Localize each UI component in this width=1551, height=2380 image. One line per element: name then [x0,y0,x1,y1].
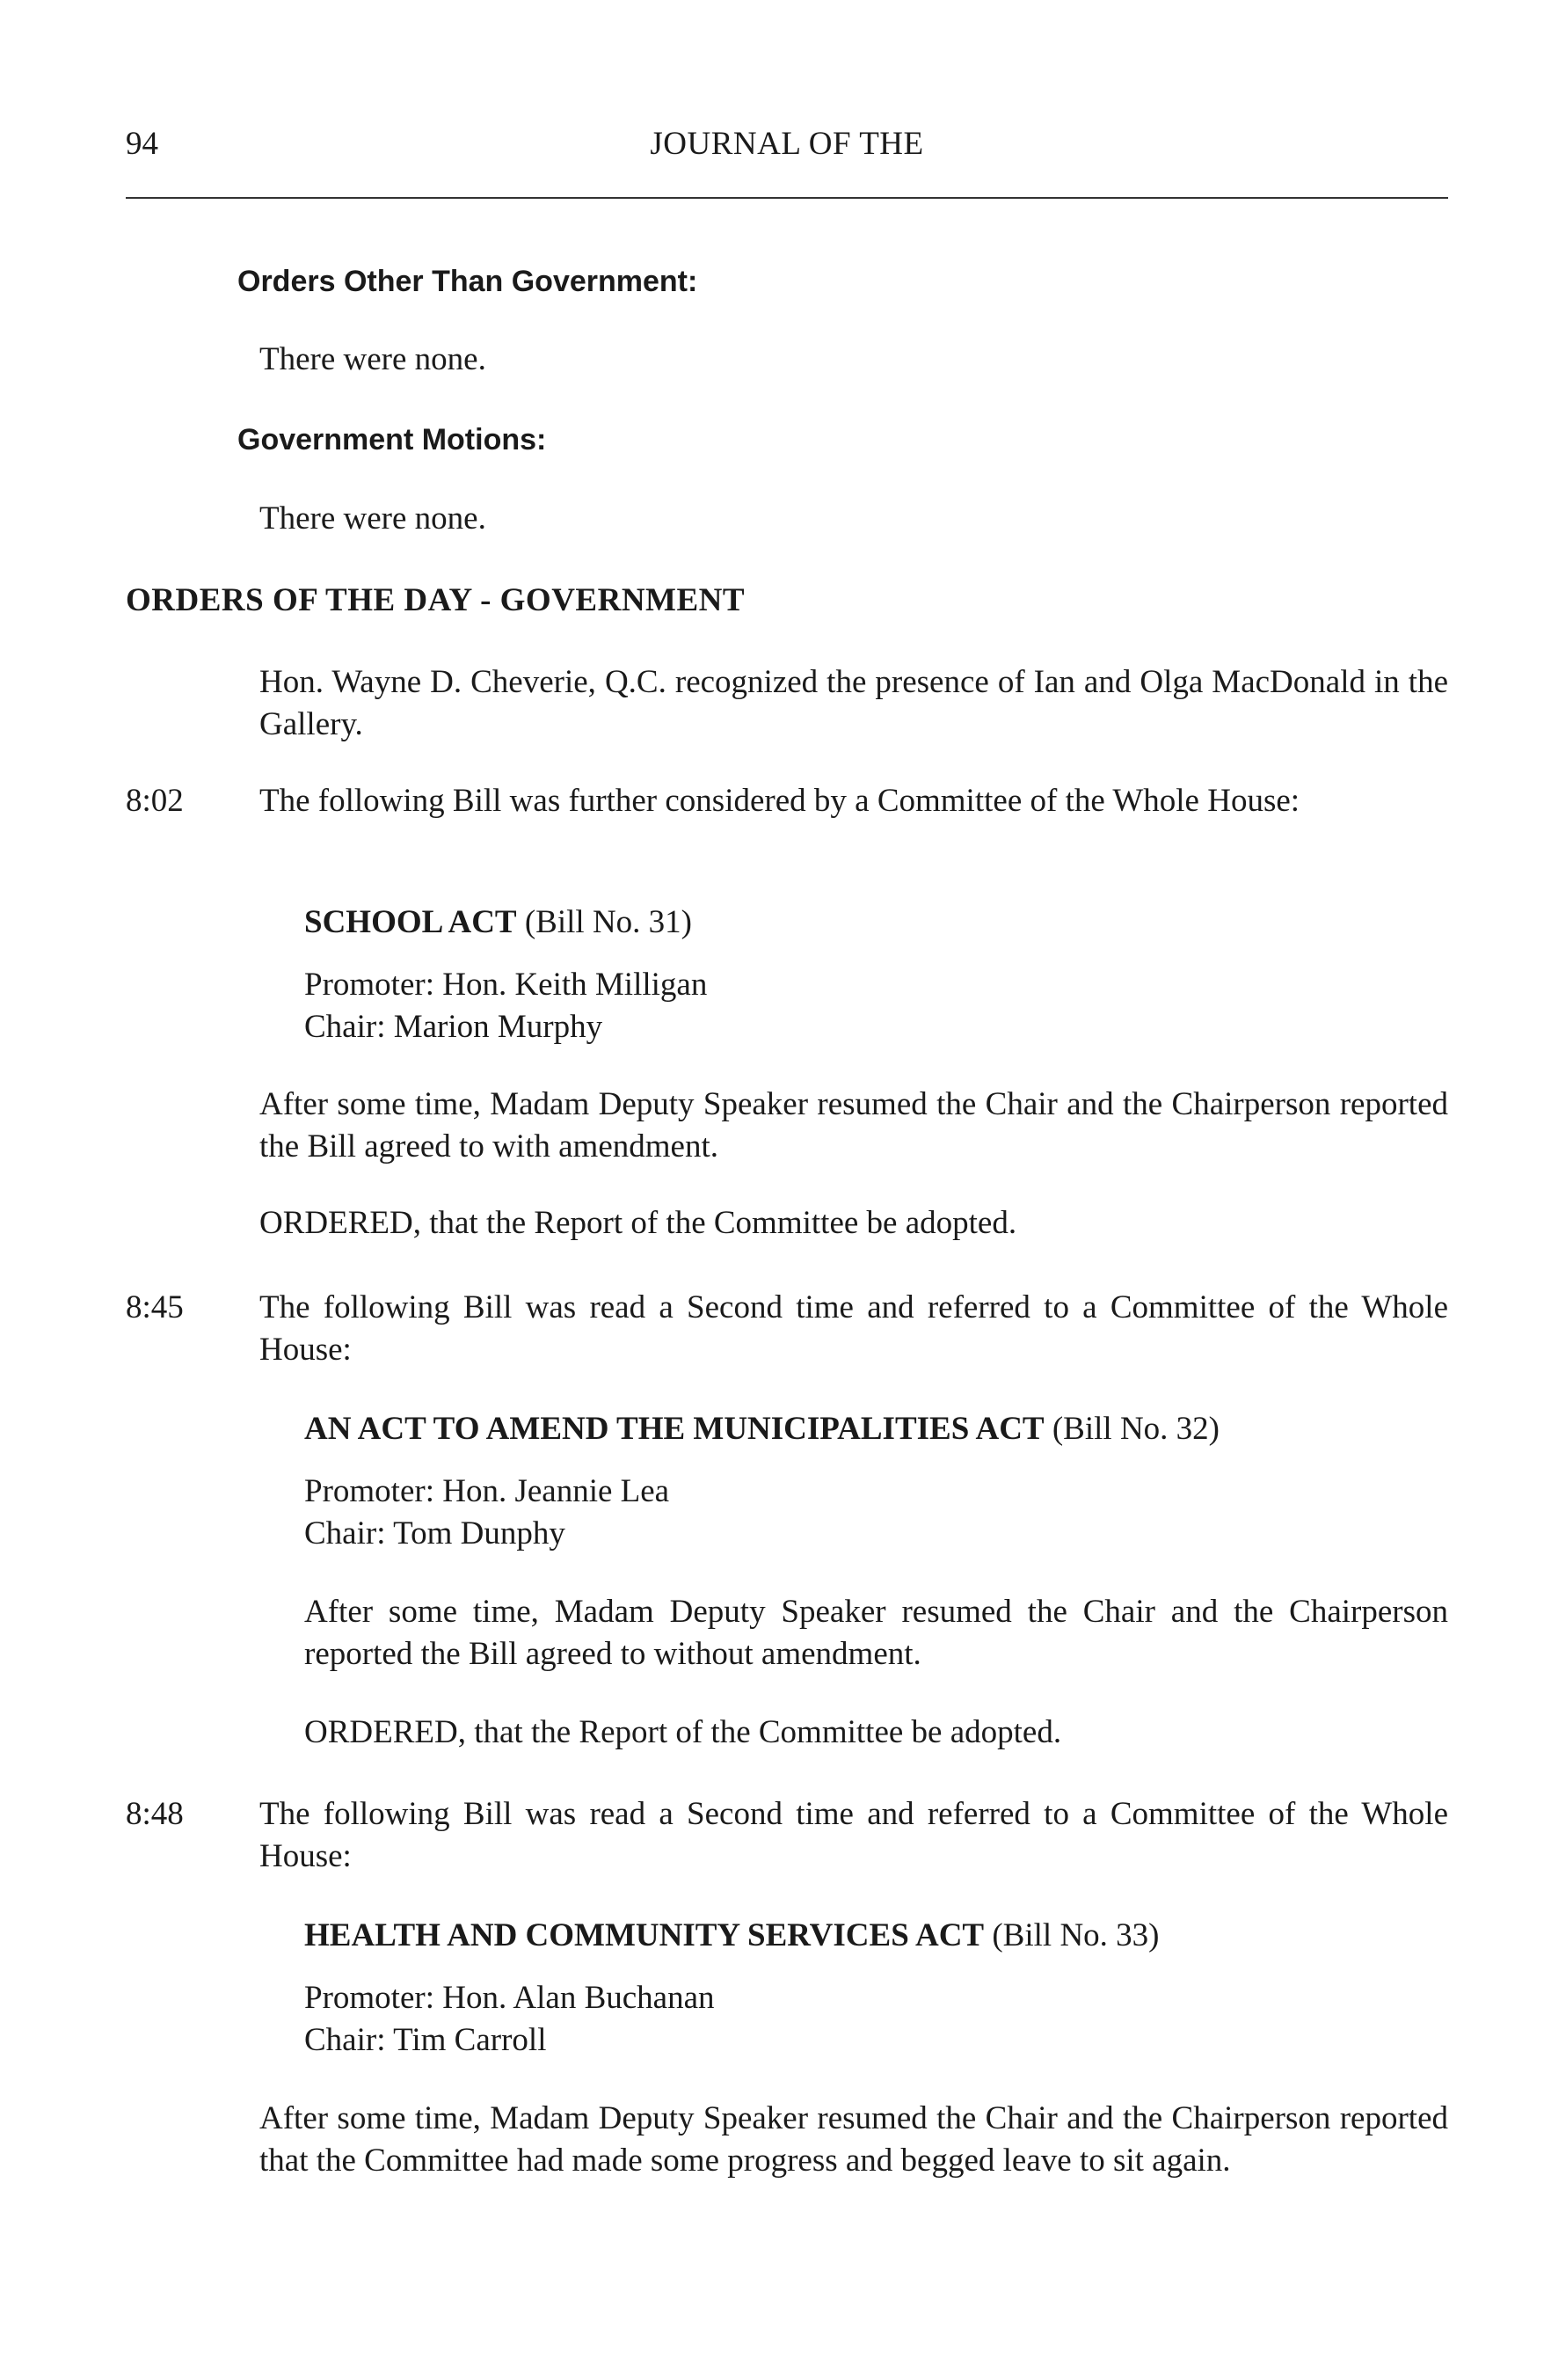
bill-number: (Bill No. 32) [1052,1411,1220,1447]
committee-result: After some time, Madam Deputy Speaker resumed the Chair and the Chairperson reported the Bill agreed to with amendment. [259,1086,1448,1164]
page-header [126,123,1448,176]
recognition-text: Hon. Wayne D. Cheverie, Q.C. recognized the presence of Ian and Olga MacDonald in the Gallery. [259,664,1448,742]
ordered-text: ORDERED, that the Report of the Committee be adopted. [304,1714,1062,1750]
promoter: Promoter: Hon. Jeannie Lea [304,1473,670,1509]
bill-title [304,902,692,944]
promoter: Promoter: Hon. Keith Milligan [304,967,708,1003]
bill-name: HEALTH AND COMMUNITY SERVICES ACT [304,1917,985,1953]
ordered-text: ORDERED, that the Report of the Committee be adopted. [259,1205,1017,1241]
bill-name: SCHOOL ACT [304,904,517,940]
header-rule [126,197,1448,199]
orders-other-heading: Orders Other Than Government: [237,265,698,298]
running-head: JOURNAL OF THE [650,126,924,162]
time-stamp: 8:02 [126,783,184,819]
bill-number: (Bill No. 31) [524,904,692,940]
promoter: Promoter: Hon. Alan Buchanan [304,1980,715,2016]
committee-result: After some time, Madam Deputy Speaker resumed the Chair and the Chairperson reported that the Committee had made some progress and begged leave to sit again. [259,2100,1448,2179]
bill-title [304,1915,1160,1957]
promoter-chair [304,1977,715,2062]
bill-number: (Bill No. 33) [992,1917,1160,1953]
government-motions-heading: Government Motions: [237,423,547,456]
promoter-chair [304,1471,669,1555]
bill-title [304,1408,1220,1450]
chair: Chair: Tim Carroll [304,2022,547,2058]
bill-name: AN ACT TO AMEND THE MUNICIPALITIES ACT [304,1411,1045,1447]
committee-result: After some time, Madam Deputy Speaker resumed the Chair and the Chairperson reported the Bill agreed to without amendment. [304,1594,1448,1672]
time-stamp: 8:45 [126,1289,184,1325]
bill-intro: The following Bill was read a Second time and referred to a Committee of the Whole House: [259,1796,1448,1874]
time-stamp: 8:48 [126,1796,184,1832]
bill-intro: The following Bill was further considered by a Committee of the Whole House: [259,783,1300,819]
page-number: 94 [126,126,158,162]
orders-of-the-day-heading: ORDERS OF THE DAY - GOVERNMENT [126,582,746,618]
bill-intro: The following Bill was read a Second time and referred to a Committee of the Whole House: [259,1289,1448,1368]
chair: Chair: Marion Murphy [304,1009,603,1045]
chair: Chair: Tom Dunphy [304,1515,565,1551]
orders-other-text: There were none. [259,341,486,377]
government-motions-text: There were none. [259,500,486,537]
promoter-chair [304,964,707,1048]
